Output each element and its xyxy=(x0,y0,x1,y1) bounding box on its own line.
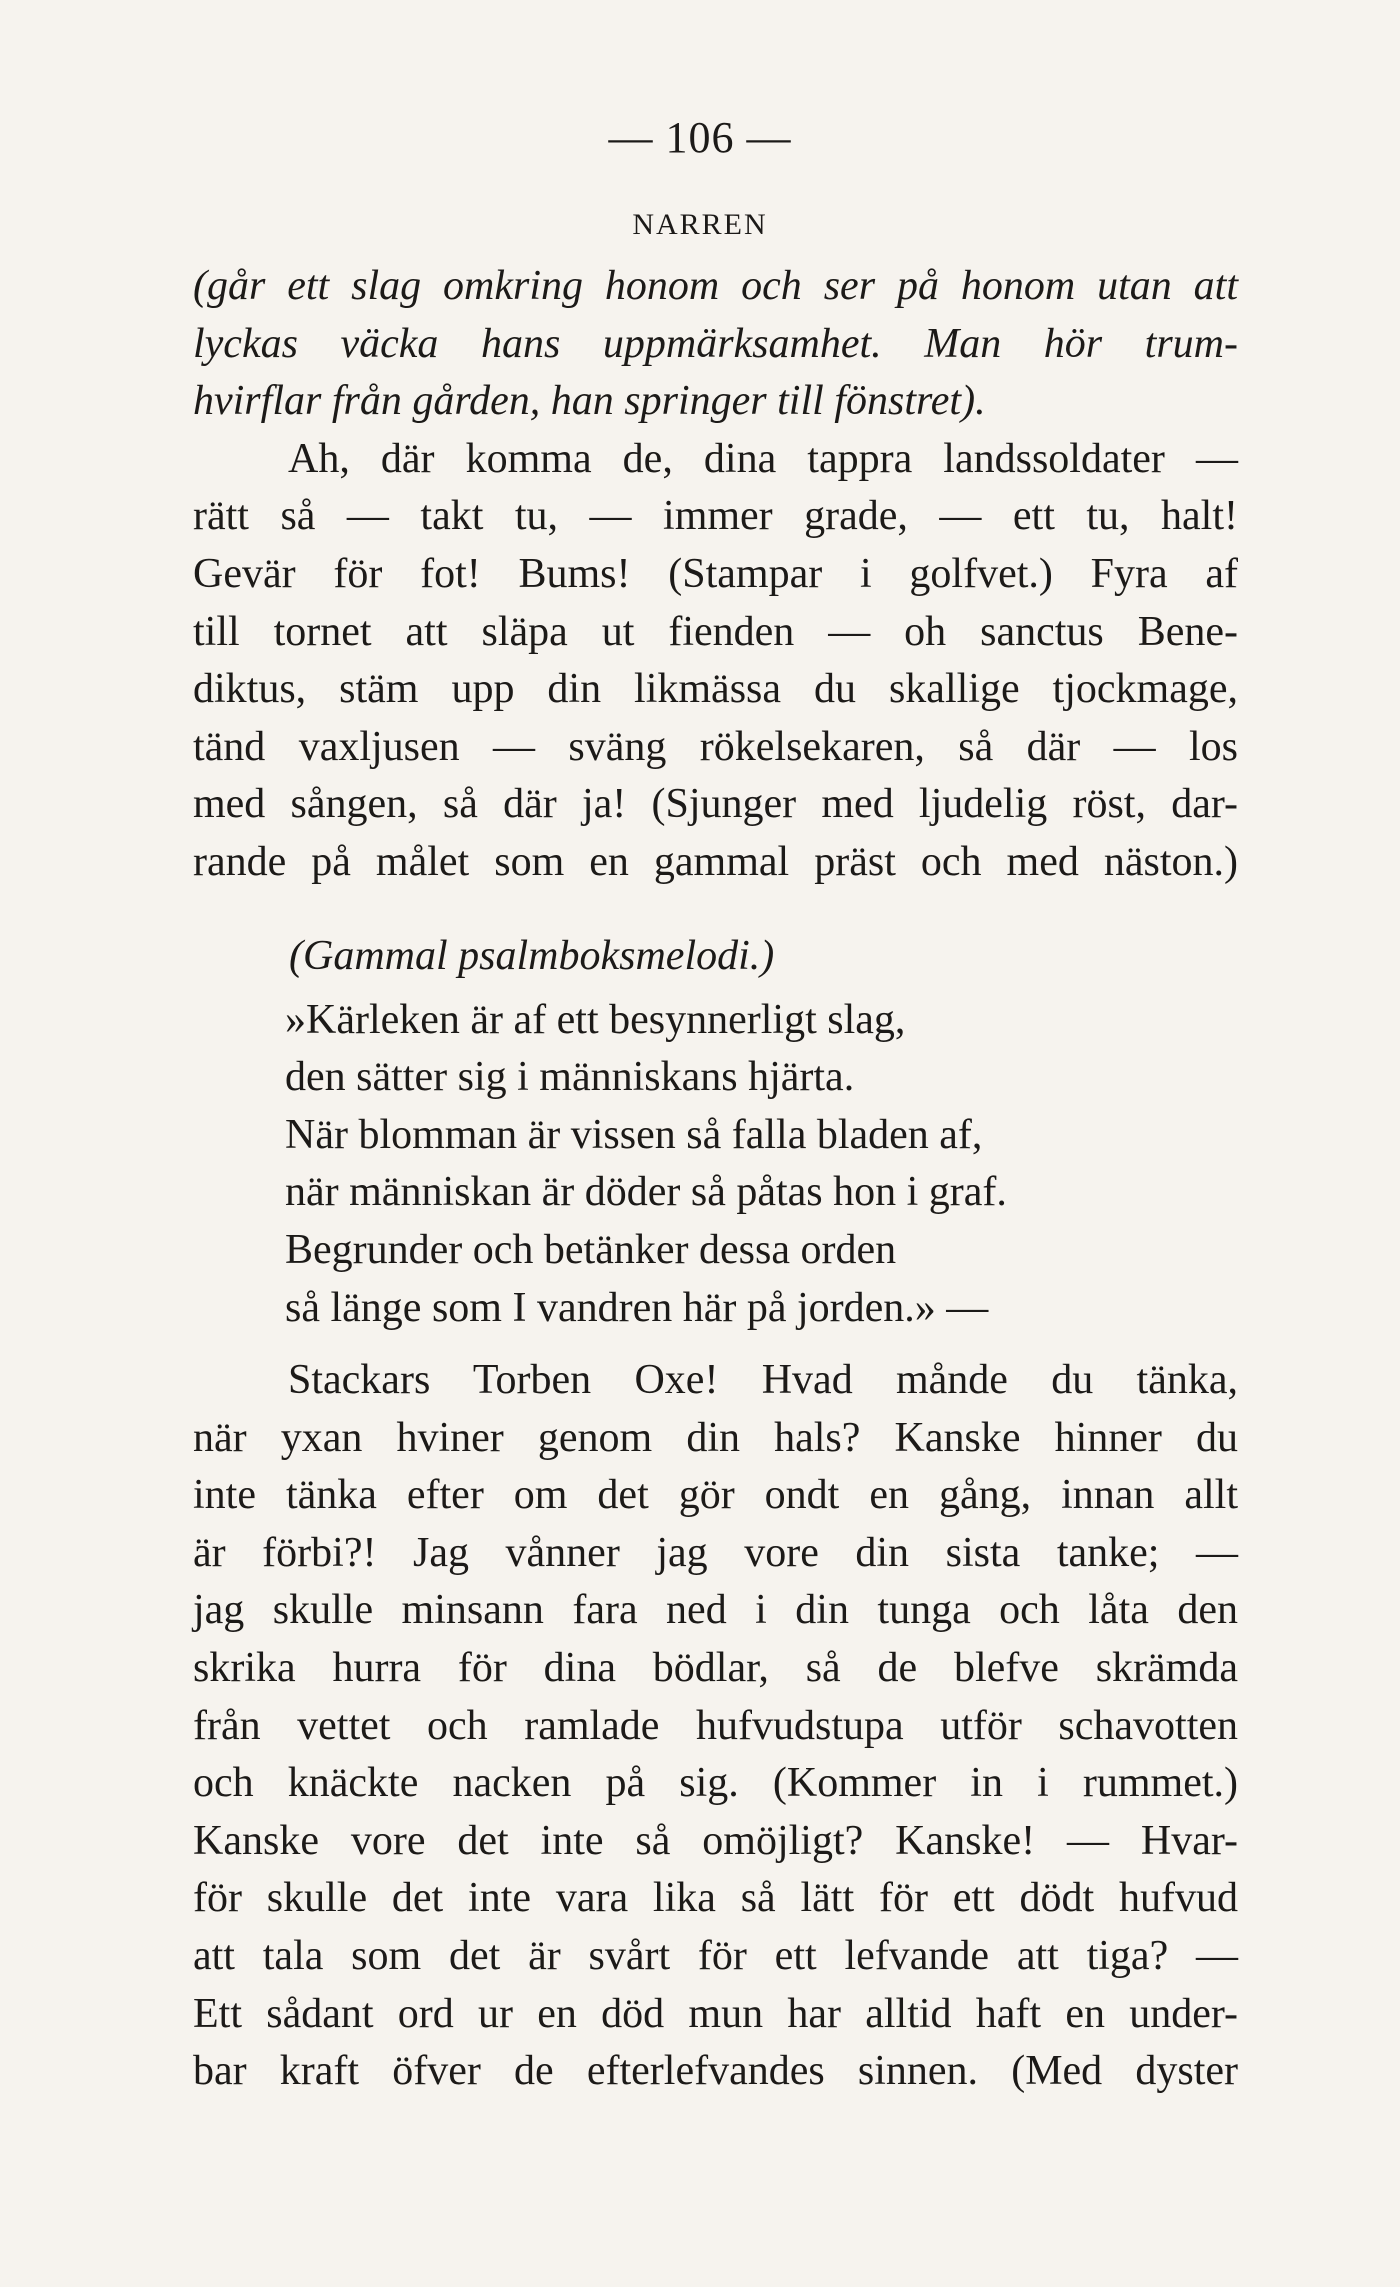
text-line: diktus, stäm upp din likmässa du skallige tjockmage, xyxy=(193,666,1238,713)
body-text-bottom xyxy=(193,1352,1238,2101)
hymn-line: när människan är döder så påtas hon i graf. xyxy=(285,1169,1007,1216)
hymn-line: Begrunder och betänker dessa orden xyxy=(285,1226,897,1273)
text-line: från vettet och ramlade hufvudstupa utför schavotten xyxy=(193,1702,1238,1749)
text-line: lyckas väcka hans uppmärksamhet. Man hör trum- xyxy=(193,320,1238,367)
hymn-title: (Gammal psalmboksmelodi.) xyxy=(289,933,775,979)
text-line: Gevär för fot! Bums! (Stampar i golfvet.) Fyra af xyxy=(193,550,1238,597)
text-line: Ah, där komma de, dina tappra landssoldater — xyxy=(288,435,1238,482)
page-number: — 106 — xyxy=(608,113,792,162)
hymn xyxy=(285,928,1245,1337)
text-line: till tornet att släpa ut fienden — oh sanctus Bene- xyxy=(193,608,1238,655)
text-line: Kanske vore det inte så omöjligt? Kanske! — Hvar- xyxy=(193,1817,1238,1864)
text-line: och knäckte nacken på sig. (Kommer in i rummet.) xyxy=(193,1760,1238,1807)
text-line: rande på målet som en gammal präst och med näston.) xyxy=(193,838,1238,885)
text-line: med sången, så där ja! (Sjunger med ljudelig röst, dar- xyxy=(193,781,1238,828)
text-line: tänd vaxljusen — sväng rökelsekaren, så där — los xyxy=(193,723,1238,770)
text-line: hvirflar från gården, han springer till fönstret). xyxy=(193,378,986,425)
text-line: (går ett slag omkring honom och ser på honom utan att xyxy=(193,263,1238,309)
hymn-line: så länge som I vandren här på jorden.» — xyxy=(285,1284,989,1331)
text-line: när yxan hviner genom din hals? Kanske hinner du xyxy=(193,1414,1238,1461)
text-line: är förbi?! Jag vånner jag vore din sista tanke; — xyxy=(193,1529,1238,1576)
text-line: inte tänka efter om det gör ondt en gång, innan allt xyxy=(193,1472,1238,1519)
text-line: jag skulle minsann fara ned i din tunga och låta den xyxy=(193,1587,1238,1634)
text-line: att tala som det är svårt för ett lefvande att tiga? — xyxy=(193,1932,1238,1979)
text-line: Stackars Torben Oxe! Hvad månde du tänka, xyxy=(288,1357,1238,1403)
text-line: rätt så — takt tu, — immer grade, — ett tu, halt! xyxy=(193,493,1238,540)
text-line: Ett sådant ord ur en död mun har alltid haft en under- xyxy=(193,1990,1238,2037)
text-line: bar kraft öfver de efterlefvandes sinnen. (Med dyster xyxy=(193,2048,1238,2095)
body-text-top xyxy=(193,258,1238,892)
hymn-line: »Kärleken är af ett besynnerligt slag, xyxy=(285,996,906,1043)
text-line: för skulle det inte vara lika så lätt för ett dödt hufvud xyxy=(193,1875,1238,1922)
speaker-name: NARREN xyxy=(632,208,768,241)
text-line: skrika hurra för dina bödlar, så de blefve skrämda xyxy=(193,1644,1238,1691)
hymn-line: den sätter sig i människans hjärta. xyxy=(285,1054,855,1101)
hymn-line: När blomman är vissen så falla bladen af, xyxy=(285,1111,983,1158)
